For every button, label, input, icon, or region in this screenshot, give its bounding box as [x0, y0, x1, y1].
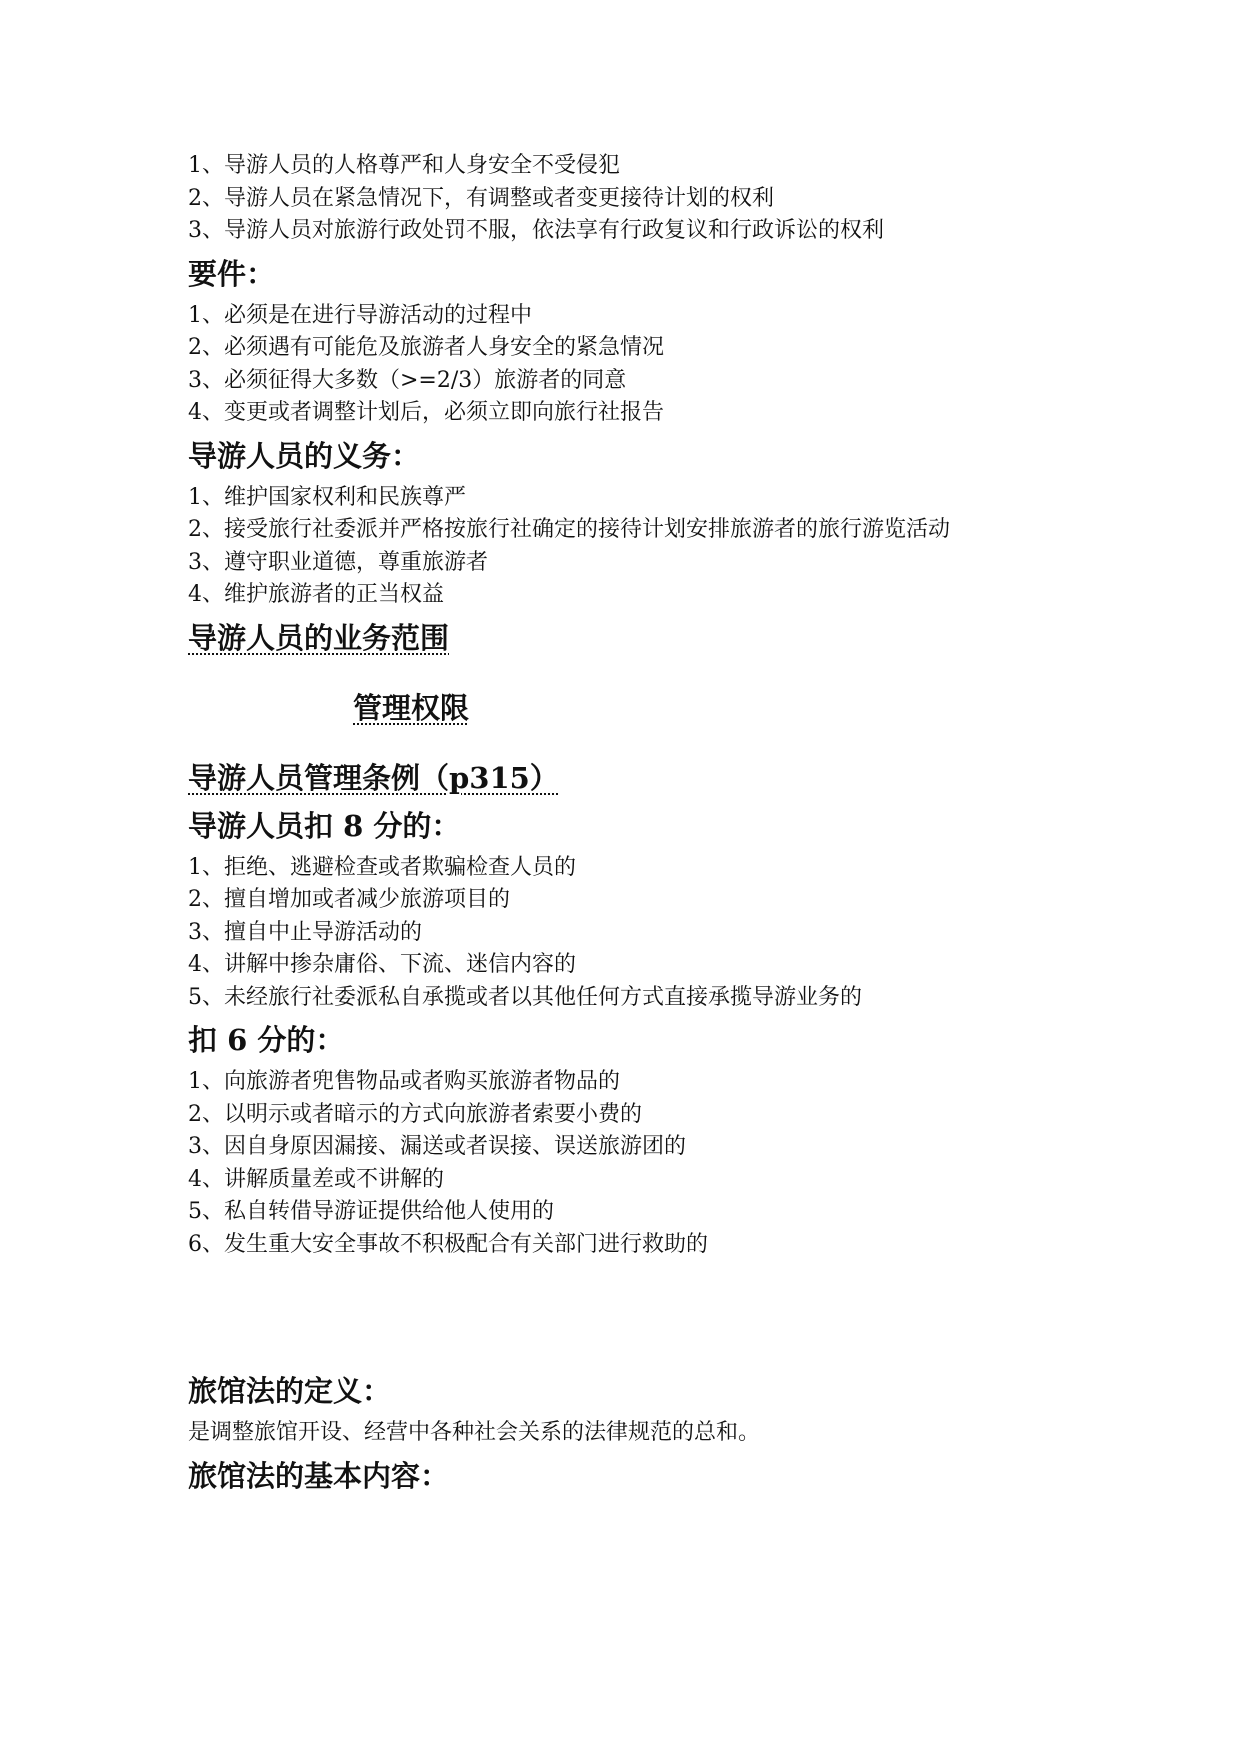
list-item: 2、以明示或者暗示的方式向旅游者索要小费的: [188, 1101, 642, 1127]
deduct6-list: [188, 1066, 1088, 1261]
list-item: 1、导游人员的人格尊严和人身安全不受侵犯: [188, 153, 620, 178]
requirements-list: [188, 300, 1088, 430]
list-item: 1、向旅游者兜售物品或者购买旅游者物品的: [188, 1069, 620, 1094]
list-item: 4、讲解质量差或不讲解的: [188, 1166, 444, 1192]
deduct6-heading: 扣 6 分的：: [188, 1023, 345, 1057]
deduct8-heading: 导游人员扣 8 分的：: [188, 808, 461, 843]
scope-link[interactable]: 导游人员的业务范围: [188, 620, 450, 655]
list-item: 4、维护旅游者的正当权益: [188, 582, 444, 607]
hotel-law-content-heading: 旅馆法的基本内容：: [188, 1458, 450, 1493]
list-item: 3、擅自中止导游活动的: [188, 919, 422, 945]
deduct8-list: [188, 852, 1088, 1015]
list-item: 3、导游人员对旅游行政处罚不服，依法享有行政复议和行政诉讼的权利: [188, 218, 884, 243]
authority-link[interactable]: 管理权限: [353, 690, 470, 725]
list-item: 1、必须是在进行导游活动的过程中: [188, 302, 532, 328]
list-item: 4、变更或者调整计划后，必须立即向旅行社报告: [188, 400, 664, 425]
obligations-list: [188, 482, 1088, 612]
list-item: 3、必须征得大多数（>=2/3）旅游者的同意: [188, 367, 627, 393]
document-content: [188, 150, 1088, 1502]
list-item: 1、维护国家权利和民族尊严: [188, 484, 466, 510]
list-item: 2、必须遇有可能危及旅游者人身安全的紧急情况: [188, 335, 664, 360]
list-item: 2、擅自增加或者减少旅游项目的: [188, 887, 510, 912]
list-item: 3、遵守职业道德，尊重旅游者: [188, 549, 488, 575]
list-item: 3、因自身原因漏接、漏送或者误接、误送旅游团的: [188, 1134, 686, 1159]
list-item: 4、讲解中掺杂庸俗、下流、迷信内容的: [188, 952, 576, 977]
list-item: 2、导游人员在紧急情况下，有调整或者变更接待计划的权利: [188, 185, 774, 211]
requirements-heading: 要件：: [188, 256, 276, 291]
list-item: 5、私自转借导游证提供给他人使用的: [188, 1199, 554, 1224]
list-item: 2、接受旅行社委派并严格按旅行社确定的接待计划安排旅游者的旅行游览活动: [188, 517, 950, 542]
list-item: 6、发生重大安全事故不积极配合有关部门进行救助的: [188, 1231, 708, 1257]
obligations-heading: 导游人员的义务：: [188, 438, 421, 473]
hotel-law-definition-text: 是调整旅馆开设、经营中各种社会关系的法律规范的总和。: [188, 1420, 761, 1445]
rights-list: [188, 150, 1088, 248]
list-item: 1、拒绝、逃避检查或者欺骗检查人员的: [188, 854, 576, 880]
hotel-law-definition-heading: 旅馆法的定义：: [188, 1374, 392, 1408]
regulation-link[interactable]: 导游人员管理条例（p315）: [188, 760, 559, 795]
list-item: 5、未经旅行社委派私自承揽或者以其他任何方式直接承揽导游业务的: [188, 984, 862, 1010]
